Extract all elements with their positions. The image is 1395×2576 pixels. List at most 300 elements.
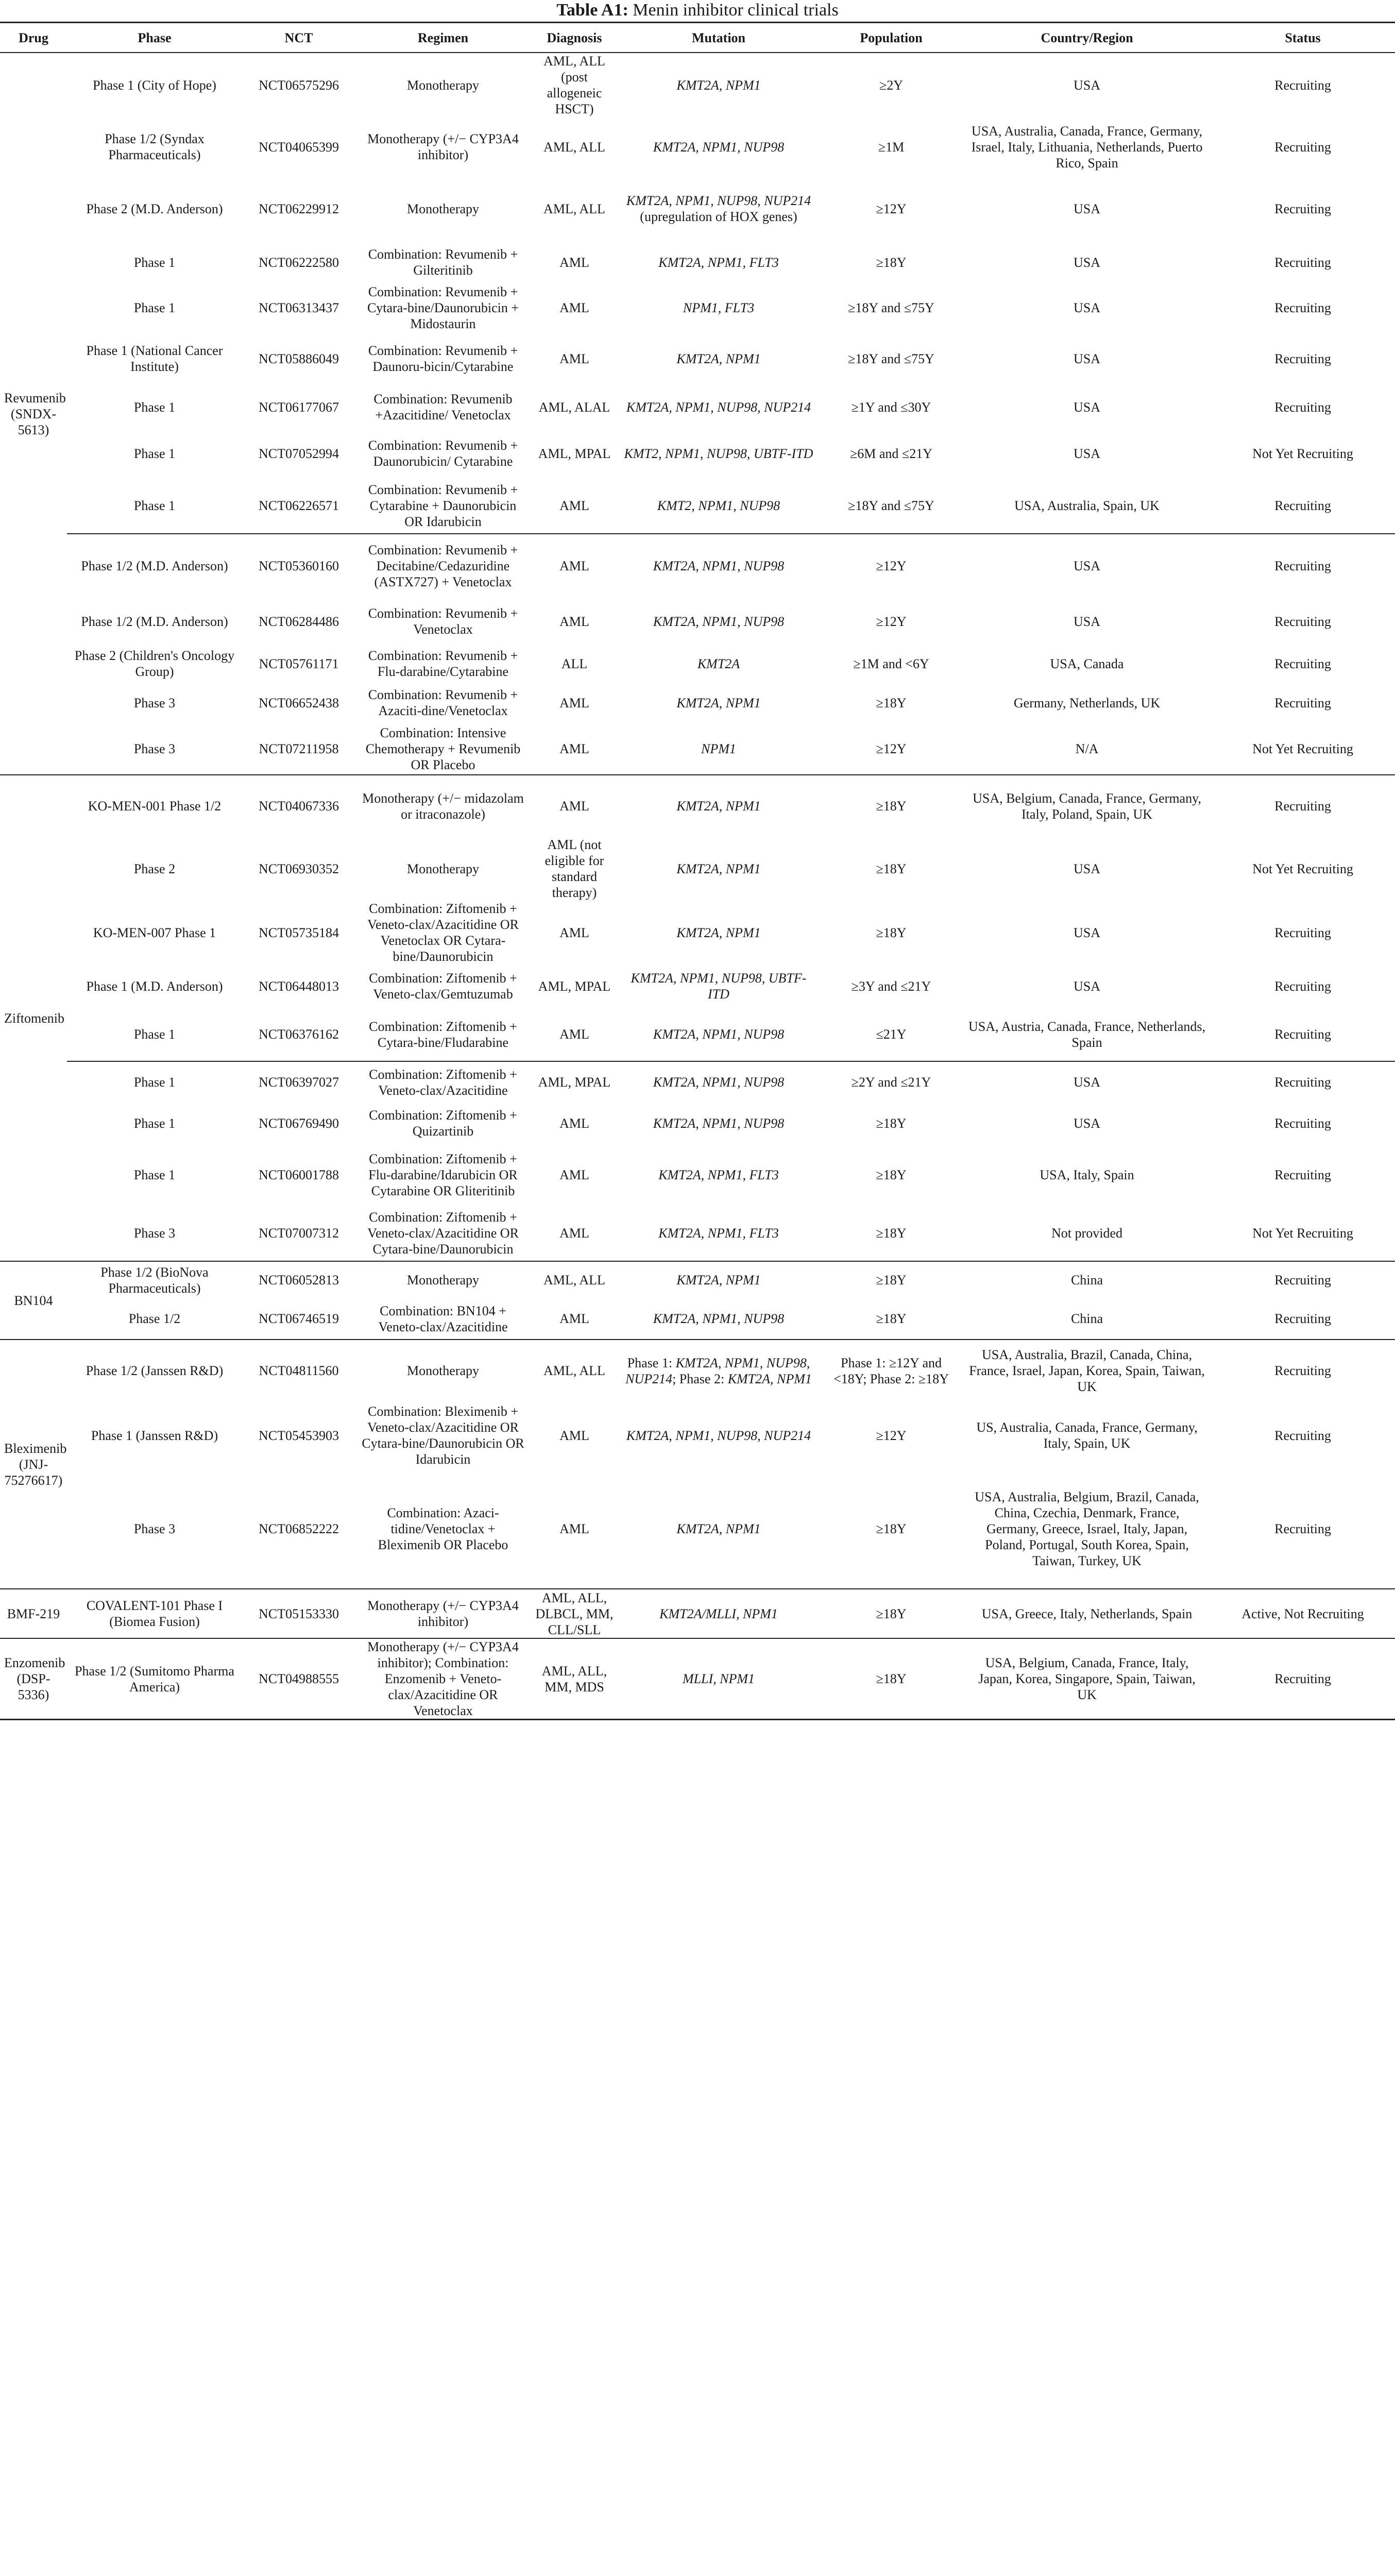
drug-name: Bleximenib (JNJ-75276617) — [4, 1440, 67, 1488]
regimen-value: Combination: Ziftomenib + Veneto-clax/Azacitidine OR Venetoclax OR Cytara-bine/Daunorubicin — [367, 901, 519, 964]
mutation-value: KMT2A — [697, 656, 740, 671]
mutation-value: KMT2A, NPM1 — [676, 351, 761, 366]
header-cell: Phase — [67, 23, 242, 53]
mutation-value: KMT2A, NPM1, NUP98 — [653, 139, 785, 155]
country-value: USA — [1073, 925, 1100, 940]
status-value: Recruiting — [1274, 498, 1331, 513]
status-cell — [1211, 177, 1395, 241]
nct-cell — [242, 534, 355, 598]
country-cell — [963, 1144, 1211, 1206]
country-value: USA, Canada — [1050, 656, 1124, 671]
population-cell — [819, 964, 963, 1008]
country-cell — [963, 429, 1211, 478]
nct-cell — [242, 1340, 355, 1401]
diagnosis-cell — [531, 1589, 618, 1638]
diagnosis-value: AML — [559, 1226, 589, 1241]
mutation-value: KMT2A, NPM1, FLT3 — [658, 1167, 779, 1182]
country-cell — [963, 775, 1211, 837]
status-cell — [1211, 385, 1395, 429]
regimen-value: Combination: Ziftomenib + Cytara-bine/Fludarabine — [369, 1019, 517, 1050]
diagnosis-cell — [531, 682, 618, 723]
population-cell — [819, 534, 963, 598]
regimen-value: Monotherapy — [406, 201, 480, 216]
diagnosis-cell — [531, 1206, 618, 1261]
population-cell — [819, 1261, 963, 1298]
nct-value: NCT06284486 — [259, 614, 339, 629]
country-cell — [963, 1589, 1211, 1638]
regimen-value: Combination: Bleximenib + Veneto-clax/Azacitidine OR Cytara-bine/Daunorubicin OR Idarubicin — [362, 1404, 524, 1467]
status-value: Not Yet Recruiting — [1252, 1226, 1353, 1241]
phase-cell — [67, 901, 242, 964]
diagnosis-cell — [531, 1469, 618, 1589]
regimen-value: Combination: Revumenib + Cytara-bine/Daunorubicin + Midostaurin — [367, 284, 519, 331]
phase-cell — [67, 1340, 242, 1401]
phase-value: Phase 1/2 (Janssen R&D) — [86, 1363, 224, 1378]
status-value: Recruiting — [1274, 139, 1331, 155]
regimen-cell — [355, 534, 531, 598]
regimen-value: Monotherapy (+/− CYP3A4 inhibitor) — [367, 131, 519, 162]
caption-label: Table A1: — [556, 1, 628, 20]
population-value: ≥18Y — [876, 799, 907, 814]
nct-value: NCT05453903 — [259, 1428, 339, 1443]
status-cell — [1211, 332, 1395, 385]
status-value: Recruiting — [1274, 300, 1331, 315]
population-cell — [819, 284, 963, 332]
diagnosis-value: ALL — [561, 656, 588, 671]
table-row — [0, 332, 1395, 385]
regimen-cell — [355, 478, 531, 534]
diagnosis-cell — [531, 1144, 618, 1206]
status-value: Recruiting — [1274, 255, 1331, 270]
regimen-cell — [355, 964, 531, 1008]
status-cell — [1211, 1469, 1395, 1589]
mutation-value: KMT2A, NPM1, NUP98 — [653, 558, 785, 573]
diagnosis-cell — [531, 723, 618, 775]
nct-value: NCT06222580 — [259, 255, 339, 270]
country-value: USA — [1073, 1075, 1100, 1090]
diagnosis-value: AML, ALL — [543, 1273, 605, 1287]
country-value: USA — [1073, 1115, 1100, 1131]
diagnosis-value: AML, ALL — [543, 1363, 605, 1378]
country-cell — [963, 723, 1211, 775]
nct-value: NCT07211958 — [259, 741, 339, 756]
diagnosis-value: AML — [559, 1428, 589, 1443]
population-value: ≥18Y — [876, 1273, 907, 1287]
diagnosis-cell — [531, 332, 618, 385]
drug-cell — [0, 53, 67, 775]
nct-cell — [242, 53, 355, 117]
country-cell — [963, 241, 1211, 284]
nct-cell — [242, 964, 355, 1008]
diagnosis-cell — [531, 837, 618, 901]
country-value: US, Australia, Canada, France, Germany, Italy, Spain, UK — [976, 1420, 1198, 1451]
header-row — [0, 23, 1395, 53]
status-cell — [1211, 1206, 1395, 1261]
phase-value: Phase 1 — [133, 446, 176, 461]
status-cell — [1211, 284, 1395, 332]
population-value: ≥18Y — [876, 1671, 907, 1686]
regimen-cell — [355, 1298, 531, 1340]
nct-cell — [242, 1298, 355, 1340]
population-cell — [819, 1206, 963, 1261]
country-cell — [963, 964, 1211, 1008]
mutation-cell — [618, 1008, 819, 1061]
nct-cell — [242, 332, 355, 385]
diagnosis-value: AML, ALL — [543, 201, 605, 216]
diagnosis-value: AML, MPAL — [538, 446, 611, 461]
phase-value: Phase 1 — [133, 399, 176, 415]
mutation-cell — [618, 1061, 819, 1103]
phase-cell — [67, 241, 242, 284]
status-cell — [1211, 1261, 1395, 1298]
phase-value: KO-MEN-007 Phase 1 — [93, 925, 216, 940]
regimen-cell — [355, 1061, 531, 1103]
phase-cell — [67, 1298, 242, 1340]
status-value: Recruiting — [1274, 77, 1331, 93]
status-value: Recruiting — [1274, 1311, 1331, 1326]
nct-value: NCT06177067 — [259, 399, 339, 415]
phase-cell — [67, 1103, 242, 1144]
status-value: Recruiting — [1274, 1167, 1331, 1182]
table-row — [0, 117, 1395, 177]
table-row — [0, 837, 1395, 901]
phase-cell — [67, 1401, 242, 1469]
phase-cell — [67, 53, 242, 117]
regimen-value: Combination: Ziftomenib + Flu-darabine/Idarubicin OR Cytarabine OR Gliteritinib — [368, 1151, 518, 1198]
mutation-cell — [618, 723, 819, 775]
population-value: ≥2Y — [879, 77, 904, 93]
regimen-cell — [355, 1144, 531, 1206]
regimen-value: Combination: Intensive Chemotherapy + Revumenib OR Placebo — [365, 725, 521, 772]
drug-name: Enzomenib (DSP-5336) — [4, 1655, 65, 1702]
country-cell — [963, 117, 1211, 177]
mutation-cell — [618, 478, 819, 534]
mutation-cell — [618, 284, 819, 332]
table-row — [0, 241, 1395, 284]
nct-cell — [242, 837, 355, 901]
regimen-cell — [355, 429, 531, 478]
country-cell — [963, 682, 1211, 723]
country-cell — [963, 598, 1211, 645]
nct-value: NCT07007312 — [259, 1226, 339, 1241]
population-value: ≥18Y — [876, 1226, 907, 1241]
regimen-value: Combination: Ziftomenib + Veneto-clax/Gemtuzumab — [369, 971, 517, 1002]
status-cell — [1211, 478, 1395, 534]
phase-value: Phase 1 — [133, 1075, 176, 1090]
diagnosis-value: AML — [559, 255, 589, 270]
mutation-cell — [618, 534, 819, 598]
phase-cell — [67, 1469, 242, 1589]
nct-value: NCT05735184 — [259, 925, 339, 940]
mutation-value: KMT2A, NPM1, FLT3 — [658, 255, 779, 270]
phase-cell — [67, 723, 242, 775]
regimen-cell — [355, 332, 531, 385]
phase-cell — [67, 1008, 242, 1061]
country-cell — [963, 901, 1211, 964]
population-cell — [819, 1061, 963, 1103]
table-row — [0, 53, 1395, 117]
nct-value: NCT06226571 — [259, 498, 339, 513]
regimen-cell — [355, 117, 531, 177]
population-cell — [819, 478, 963, 534]
regimen-cell — [355, 682, 531, 723]
phase-cell — [67, 1144, 242, 1206]
drug-cell — [0, 1638, 67, 1720]
table-row — [0, 1340, 1395, 1401]
regimen-cell — [355, 598, 531, 645]
diagnosis-cell — [531, 1103, 618, 1144]
status-value: Recruiting — [1274, 1027, 1331, 1042]
country-cell — [963, 534, 1211, 598]
regimen-cell — [355, 1469, 531, 1589]
header-cell: Status — [1211, 23, 1395, 53]
phase-cell — [67, 429, 242, 478]
regimen-cell — [355, 837, 531, 901]
regimen-value: Combination: Azaci-tidine/Venetoclax + Bleximenib OR Placebo — [378, 1505, 508, 1552]
diagnosis-value: AML — [559, 925, 589, 940]
population-value: ≥12Y — [876, 614, 907, 629]
table-row — [0, 478, 1395, 534]
status-value: Not Yet Recruiting — [1252, 446, 1353, 461]
population-cell — [819, 177, 963, 241]
nct-cell — [242, 284, 355, 332]
population-value: ≥1M and <6Y — [853, 656, 929, 671]
nct-value: NCT04811560 — [259, 1363, 339, 1378]
regimen-value: Combination: Revumenib + Azaciti-dine/Venetoclax — [368, 687, 518, 718]
country-value: N/A — [1075, 741, 1099, 756]
table-row — [0, 1206, 1395, 1261]
regimen-value: Combination: Ziftomenib + Quizartinib — [369, 1108, 517, 1139]
mutation-value: KMT2A, NPM1, NUP98 — [653, 1075, 785, 1090]
diagnosis-value: AML, MPAL — [538, 1075, 611, 1090]
diagnosis-value: AML — [559, 1027, 589, 1042]
population-value: ≥18Y — [876, 1115, 907, 1131]
nct-value: NCT07052994 — [259, 446, 339, 461]
status-cell — [1211, 53, 1395, 117]
status-cell — [1211, 723, 1395, 775]
nct-cell — [242, 645, 355, 682]
population-cell — [819, 682, 963, 723]
mutation-cell — [618, 1638, 819, 1720]
population-cell — [819, 117, 963, 177]
population-cell — [819, 332, 963, 385]
diagnosis-value: AML — [559, 614, 589, 629]
status-value: Recruiting — [1274, 351, 1331, 366]
regimen-cell — [355, 1401, 531, 1469]
mutation-cell — [618, 901, 819, 964]
mutation-cell — [618, 385, 819, 429]
nct-cell — [242, 241, 355, 284]
diagnosis-value: AML — [559, 351, 589, 366]
drug-cell — [0, 1261, 67, 1340]
status-value: Recruiting — [1274, 1273, 1331, 1287]
status-cell — [1211, 1144, 1395, 1206]
diagnosis-value: AML — [559, 1311, 589, 1326]
status-cell — [1211, 429, 1395, 478]
country-value: USA — [1073, 300, 1100, 315]
regimen-cell — [355, 775, 531, 837]
regimen-value: Monotherapy — [406, 1363, 480, 1378]
country-cell — [963, 385, 1211, 429]
nct-cell — [242, 901, 355, 964]
mutation-cell — [618, 775, 819, 837]
status-value: Recruiting — [1274, 399, 1331, 415]
mutation-value: KMT2A, NPM1, NUP98 — [653, 1027, 785, 1042]
mutation-phase2-label: ; Phase 2: — [672, 1371, 728, 1386]
drug-cell — [0, 1340, 67, 1589]
regimen-cell — [355, 1589, 531, 1638]
country-value: China — [1070, 1273, 1103, 1287]
phase-value: Phase 1/2 (Syndax Pharmaceuticals) — [105, 131, 205, 162]
diagnosis-cell — [531, 385, 618, 429]
country-value: Not provided — [1051, 1226, 1122, 1241]
nct-cell — [242, 478, 355, 534]
population-value: ≥18Y and ≤75Y — [848, 498, 934, 513]
mutation-value: NPM1, FLT3 — [683, 300, 755, 315]
mutation-value: KMT2A, NPM1 — [676, 861, 761, 876]
drug-name: BN104 — [14, 1293, 53, 1308]
diagnosis-cell — [531, 1401, 618, 1469]
nct-value: NCT06930352 — [259, 861, 339, 876]
phase-value: Phase 1 (City of Hope) — [93, 77, 216, 93]
nct-value: NCT06313437 — [259, 300, 339, 315]
population-value: ≥3Y and ≤21Y — [851, 978, 931, 994]
diagnosis-value: AML — [559, 1167, 589, 1182]
phase-value: Phase 1 — [133, 255, 176, 270]
regimen-cell — [355, 1206, 531, 1261]
table-row — [0, 645, 1395, 682]
nct-value: NCT06052813 — [259, 1273, 339, 1287]
nct-cell — [242, 598, 355, 645]
diagnosis-cell — [531, 241, 618, 284]
population-value: ≥18Y — [876, 861, 907, 876]
nct-value: NCT06448013 — [259, 978, 339, 994]
phase-value: Phase 1 — [133, 498, 176, 513]
mutation-value: KMT2A, NPM1 — [676, 1273, 761, 1287]
phase-value: KO-MEN-001 Phase 1/2 — [88, 799, 222, 814]
phase-value: Phase 3 — [133, 695, 176, 710]
country-cell — [963, 837, 1211, 901]
country-value: USA, Australia, Belgium, Brazil, Canada, China, Czechia, Denmark, France, Germany, Greece, Israel, Italy, Japan, Poland, Portugal, South Korea, Spain, Taiwan, Turkey, UK — [975, 1489, 1199, 1568]
diagnosis-value: AML, ALAL — [538, 399, 610, 415]
mutation-cell — [618, 1144, 819, 1206]
population-cell — [819, 837, 963, 901]
table-row — [0, 534, 1395, 598]
nct-value: NCT06397027 — [259, 1075, 339, 1090]
diagnosis-cell — [531, 1008, 618, 1061]
regimen-cell — [355, 1261, 531, 1298]
country-cell — [963, 53, 1211, 117]
status-value: Recruiting — [1274, 1363, 1331, 1378]
table-caption — [0, 0, 1395, 21]
regimen-cell — [355, 241, 531, 284]
population-value: ≥18Y — [876, 1521, 907, 1536]
status-value: Recruiting — [1274, 558, 1331, 573]
status-value: Recruiting — [1274, 1671, 1331, 1686]
drug-cell — [0, 1589, 67, 1638]
mutation-cell — [618, 1340, 819, 1401]
population-cell — [819, 723, 963, 775]
regimen-value: Monotherapy (+/− CYP3A4 inhibitor); Combination: Enzomenib + Veneto-clax/Azacitidine OR Venetoclax — [367, 1639, 519, 1718]
mutation-value: KMT2A, NPM1, NUP98, NUP214 — [625, 1355, 810, 1386]
nct-cell — [242, 1008, 355, 1061]
status-value: Recruiting — [1274, 656, 1331, 671]
regimen-value: Monotherapy (+/− midazolam or itraconazole) — [362, 790, 524, 822]
diagnosis-value: AML — [559, 300, 589, 315]
country-value: USA — [1073, 558, 1100, 573]
regimen-cell — [355, 723, 531, 775]
diagnosis-cell — [531, 1261, 618, 1298]
nct-value: NCT06229912 — [259, 201, 339, 216]
country-cell — [963, 1103, 1211, 1144]
table-row — [0, 1103, 1395, 1144]
nct-value: NCT05360160 — [259, 558, 339, 573]
country-cell — [963, 1401, 1211, 1469]
phase-cell — [67, 1061, 242, 1103]
status-cell — [1211, 1008, 1395, 1061]
mutation-value: KMT2A, NPM1, NUP98, NUP214 — [626, 1428, 811, 1443]
nct-cell — [242, 723, 355, 775]
country-cell — [963, 1261, 1211, 1298]
mutation-value: KMT2A, NPM1 — [676, 1521, 761, 1536]
diagnosis-cell — [531, 1638, 618, 1720]
regimen-cell — [355, 1340, 531, 1401]
status-cell — [1211, 1638, 1395, 1720]
phase-value: Phase 2 (M.D. Anderson) — [86, 201, 223, 216]
regimen-cell — [355, 177, 531, 241]
regimen-value: Combination: Revumenib +Azacitidine/ Venetoclax — [373, 392, 513, 422]
trials-table — [0, 22, 1395, 1720]
phase-value: Phase 1/2 (Sumitomo Pharma America) — [75, 1663, 234, 1694]
nct-cell — [242, 1061, 355, 1103]
phase-value: Phase 1 (National Cancer Institute) — [86, 343, 223, 374]
mutation-value: KMT2A, NPM1, NUP98 — [653, 1115, 785, 1131]
regimen-value: Combination: Ziftomenib + Veneto-clax/Azacitidine OR Cytara-bine/Daunorubicin — [367, 1210, 519, 1257]
nct-cell — [242, 1401, 355, 1469]
mutation-cell — [618, 1103, 819, 1144]
nct-value: NCT04067336 — [259, 799, 339, 814]
country-value: USA — [1073, 351, 1100, 366]
diagnosis-value: AML, ALL, DLBCL, MM, CLL/SLL — [535, 1590, 614, 1637]
country-cell — [963, 1638, 1211, 1720]
table-row — [0, 775, 1395, 837]
diagnosis-cell — [531, 645, 618, 682]
mutation-cell — [618, 1206, 819, 1261]
nct-cell — [242, 1589, 355, 1638]
mutation-value: KMT2A, NPM1 — [727, 1371, 812, 1386]
nct-cell — [242, 1638, 355, 1720]
diagnosis-cell — [531, 478, 618, 534]
table-row — [0, 177, 1395, 241]
header-cell: Regimen — [355, 23, 531, 53]
mutation-phase1-label: Phase 1: — [627, 1355, 676, 1370]
diagnosis-value: AML, ALL (post allogeneic HSCT) — [543, 54, 605, 116]
nct-value: NCT06769490 — [259, 1115, 339, 1131]
status-cell — [1211, 901, 1395, 964]
phase-cell — [67, 964, 242, 1008]
phase-cell — [67, 385, 242, 429]
country-cell — [963, 177, 1211, 241]
population-value: ≥18Y — [876, 695, 907, 710]
country-cell — [963, 1298, 1211, 1340]
status-cell — [1211, 1340, 1395, 1401]
regimen-value: Combination: Revumenib + Flu-darabine/Cytarabine — [368, 648, 518, 679]
nct-value: NCT04988555 — [259, 1671, 339, 1686]
phase-cell — [67, 775, 242, 837]
country-value: USA — [1073, 614, 1100, 629]
diagnosis-value: AML, MPAL — [538, 978, 611, 994]
status-value: Active, Not Recruiting — [1241, 1606, 1364, 1621]
